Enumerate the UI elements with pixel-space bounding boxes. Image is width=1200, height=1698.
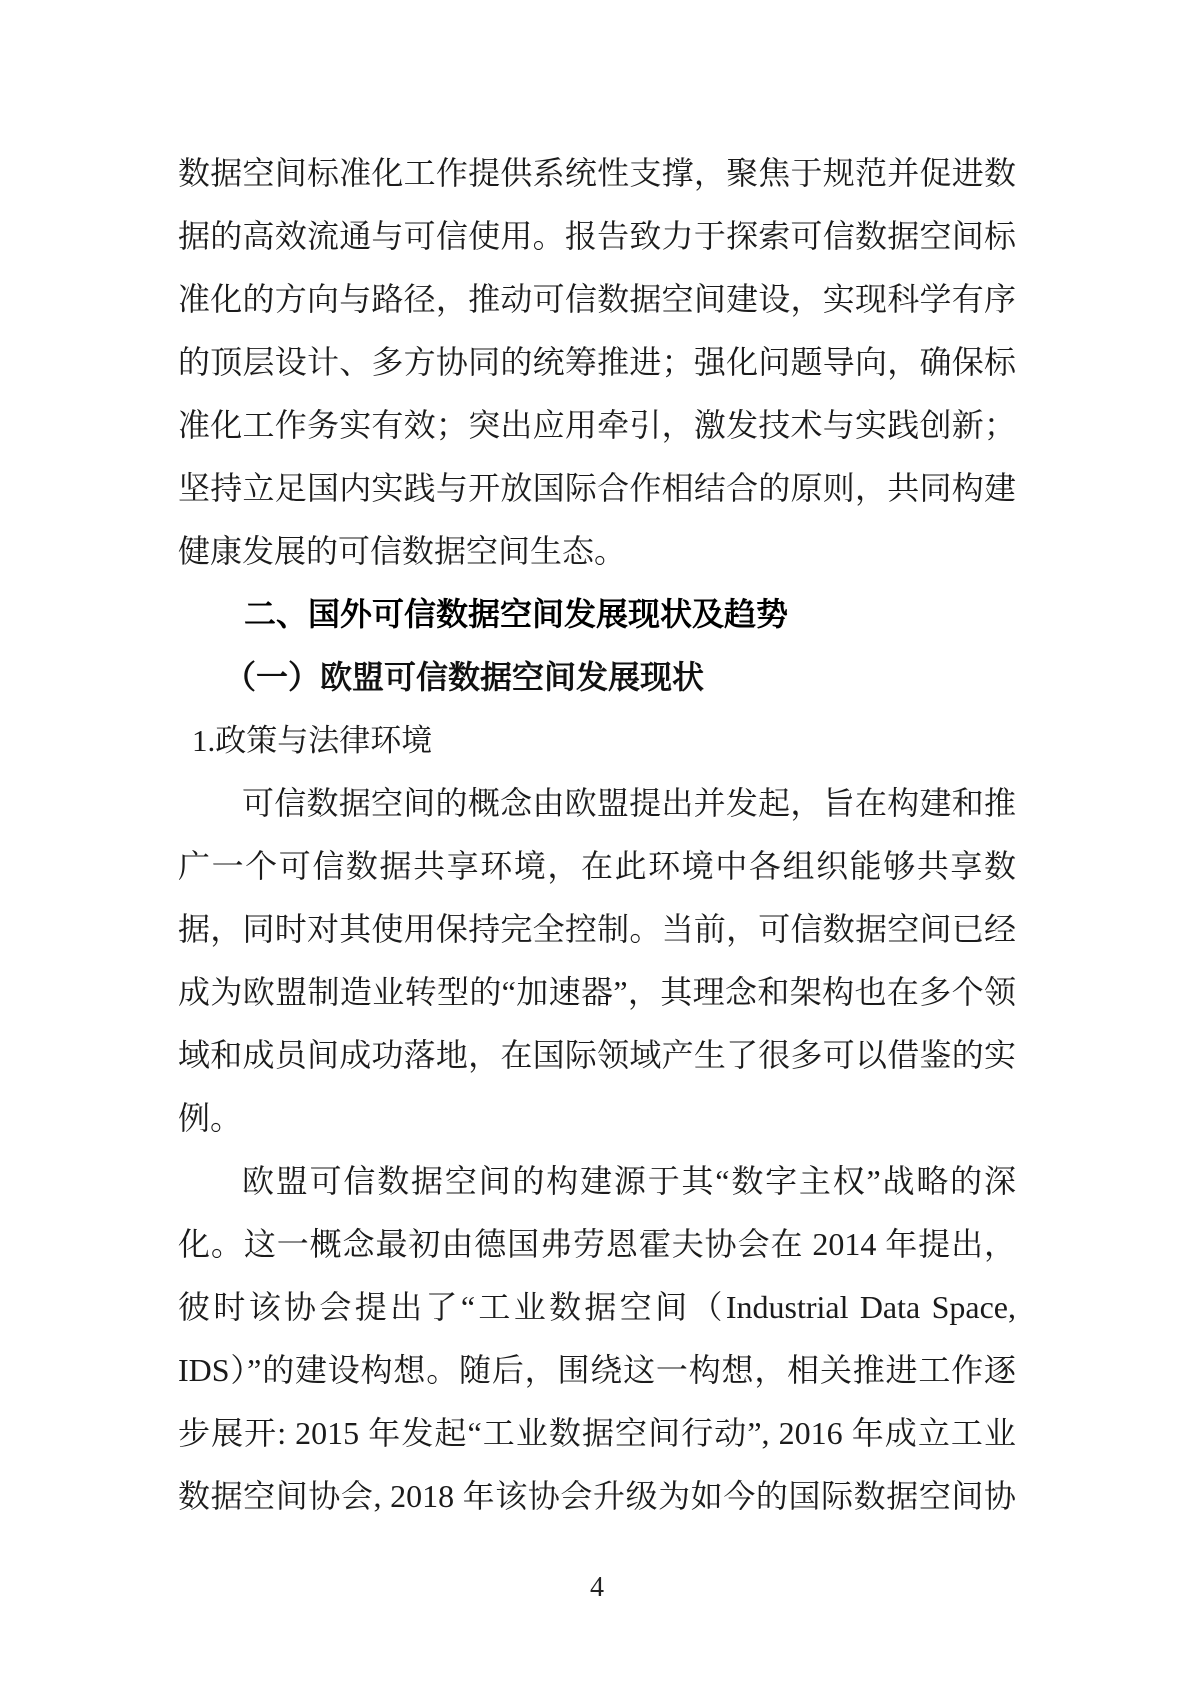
body-text-line: 可信数据空间的概念由欧盟提出并发起，旨在构建和推 [242, 785, 1016, 821]
body-text-line: 坚持立足国内实践与开放国际合作相结合的原则，共同构建 [178, 470, 1016, 506]
numbered-heading: 1.政策与法律环境 [192, 723, 433, 758]
body-text-line: 欧盟可信数据空间的构建源于其“数字主权”战略的深 [242, 1163, 1016, 1199]
body-text-line: 域和成员间成功落地，在国际领域产生了很多可以借鉴的实 [178, 1037, 1016, 1073]
body-text-line: 健康发展的可信数据空间生态。 [178, 533, 627, 569]
section-heading: 二、国外可信数据空间发展现状及趋势 [244, 596, 789, 632]
body-text-line: 数据空间协会, 2018 年该协会升级为如今的国际数据空间协 [178, 1478, 1016, 1514]
body-text-line: 例。 [178, 1100, 243, 1136]
body-text-line: 的顶层设计、多方协同的统筹推进；强化问题导向，确保标 [178, 344, 1016, 380]
body-text-line: 数据空间标准化工作提供系统性支撑，聚焦于规范并促进数 [178, 155, 1016, 191]
body-text-line: 据的高效流通与可信使用。报告致力于探索可信数据空间标 [178, 218, 1016, 254]
subsection-heading: （一）欧盟可信数据空间发展现状 [224, 659, 705, 695]
body-text-line: 化。这一概念最初由德国弗劳恩霍夫协会在 2014 年提出， [178, 1226, 1016, 1262]
body-text-line: 准化的方向与路径，推动可信数据空间建设，实现科学有序 [178, 281, 1016, 317]
body-text-line: 步展开: 2015 年发起“工业数据空间行动”, 2016 年成立工业 [178, 1415, 1016, 1451]
body-text-line: 彼时该协会提出了“工业数据空间（Industrial Data Space, [178, 1289, 1016, 1325]
body-text-line: 成为欧盟制造业转型的“加速器”，其理念和架构也在多个领 [178, 974, 1016, 1010]
body-text-line: 广一个可信数据共享环境，在此环境中各组织能够共享数 [178, 848, 1016, 884]
body-text-line: 据，同时对其使用保持完全控制。当前，可信数据空间已经 [178, 911, 1016, 947]
page-number: 4 [590, 1572, 604, 1603]
text-column [178, 142, 1016, 1528]
body-text-line: IDS）”的建设构想。随后，围绕这一构想，相关推进工作逐 [178, 1352, 1016, 1388]
body-text-line: 准化工作务实有效；突出应用牵引，激发技术与实践创新； [178, 407, 1016, 443]
